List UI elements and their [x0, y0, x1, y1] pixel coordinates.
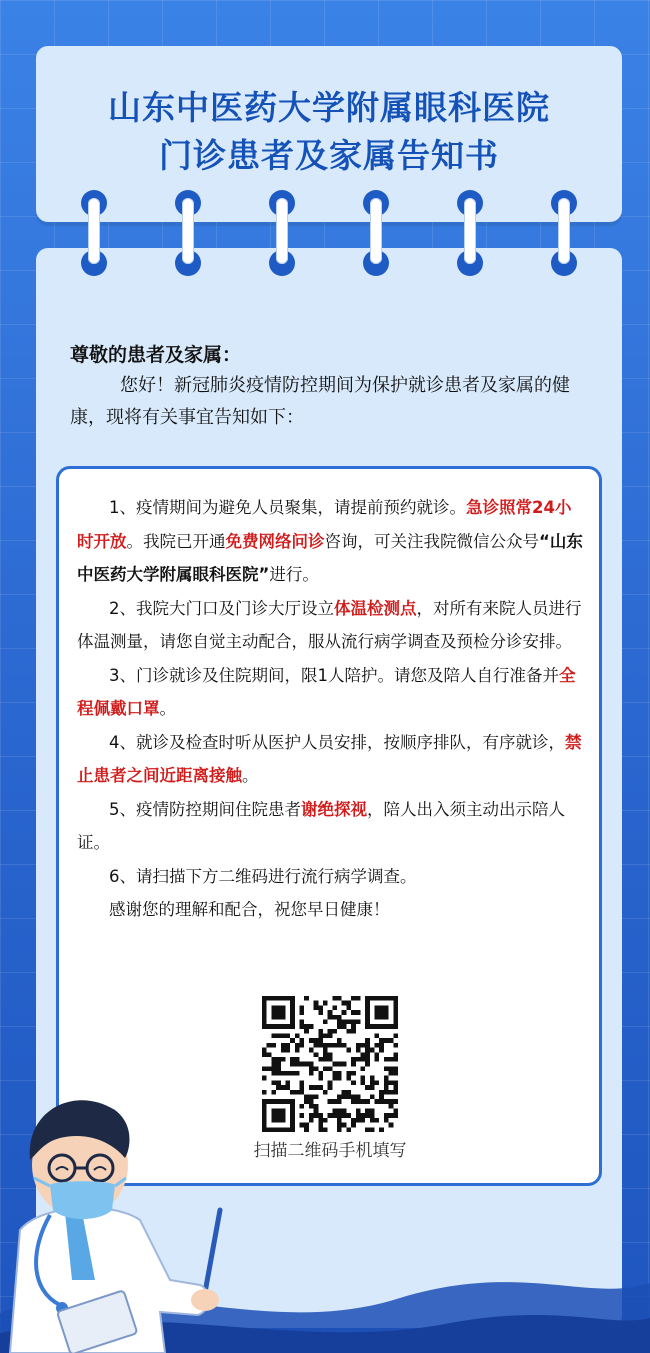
binder-ring [455, 190, 485, 280]
notice-item [77, 726, 583, 793]
hospital-name: 山东中医药大学附属眼科医院 [108, 88, 550, 127]
binder-ring [361, 190, 391, 280]
intro-paragraph: 您好！新冠肺炎疫情防控期间为保护就诊患者及家属的健康，现将有关事宜告知如下： [70, 375, 570, 428]
greeting: 尊敬的患者及家属： [70, 344, 242, 366]
notice-item [77, 592, 583, 659]
binder-ring [173, 190, 203, 280]
item-text: 4、就诊及检查时听从医护人员安排，按顺序排队，有序就诊， [109, 732, 565, 752]
item-text: 5、疫情防控期间住院患者 [109, 799, 301, 819]
item-text: 。我院已开通 [126, 531, 226, 551]
notice-item [77, 491, 583, 592]
item-text: 咨询，可关注我院微信公众号 [324, 531, 539, 551]
doctor-illustration [0, 1080, 240, 1353]
highlight-text: 急诊照常24小时开放 [77, 498, 572, 551]
highlight-text: 体温检测点 [334, 598, 417, 618]
item-text: “山东中医药大学附属眼科医院” [77, 531, 583, 584]
highlight-text: 禁止患者之间近距离接触 [77, 732, 582, 785]
notice-item [77, 793, 583, 860]
highlight-text: 免费网络问诊 [225, 531, 325, 551]
notice-item [77, 860, 583, 894]
binder-ring [267, 190, 297, 280]
item-text: 1、疫情期间为避免人员聚集，请提前预约就诊。 [109, 498, 466, 517]
notice-item [77, 659, 583, 726]
item-text: 。 [159, 699, 176, 718]
qr-code[interactable] [262, 996, 398, 1132]
highlight-text: 全程佩戴口罩 [77, 665, 576, 718]
thanks-line: 感谢您的理解和配合，祝您早日健康！ [109, 900, 390, 919]
notice-title: 门诊患者及家属告知书 [159, 136, 499, 175]
item-text: 。 [242, 766, 259, 785]
notice-items [77, 491, 583, 927]
highlight-text: 谢绝探视 [301, 799, 367, 819]
item-text: 6、请扫描下方二维码进行流行病学调查。 [109, 866, 417, 886]
binder-ring [79, 190, 109, 280]
qr-caption: 扫描二维码手机填写 [253, 1141, 407, 1161]
title-card [36, 46, 622, 222]
item-text: 进行。 [269, 565, 319, 584]
binder-ring [549, 190, 579, 280]
item-text: ，陪人出入须主动出示陪人证。 [77, 799, 565, 852]
item-text: 2、我院大门口及门诊大厅设立 [109, 598, 334, 618]
item-text: ，对所有来院人员进行体温测量，请您自觉主动配合，服从流行病学调查及预检分诊安排。 [77, 598, 582, 651]
item-text: 3、门诊就诊及住院期间，限1人陪护。请您及陪人自行准备并 [109, 665, 559, 685]
